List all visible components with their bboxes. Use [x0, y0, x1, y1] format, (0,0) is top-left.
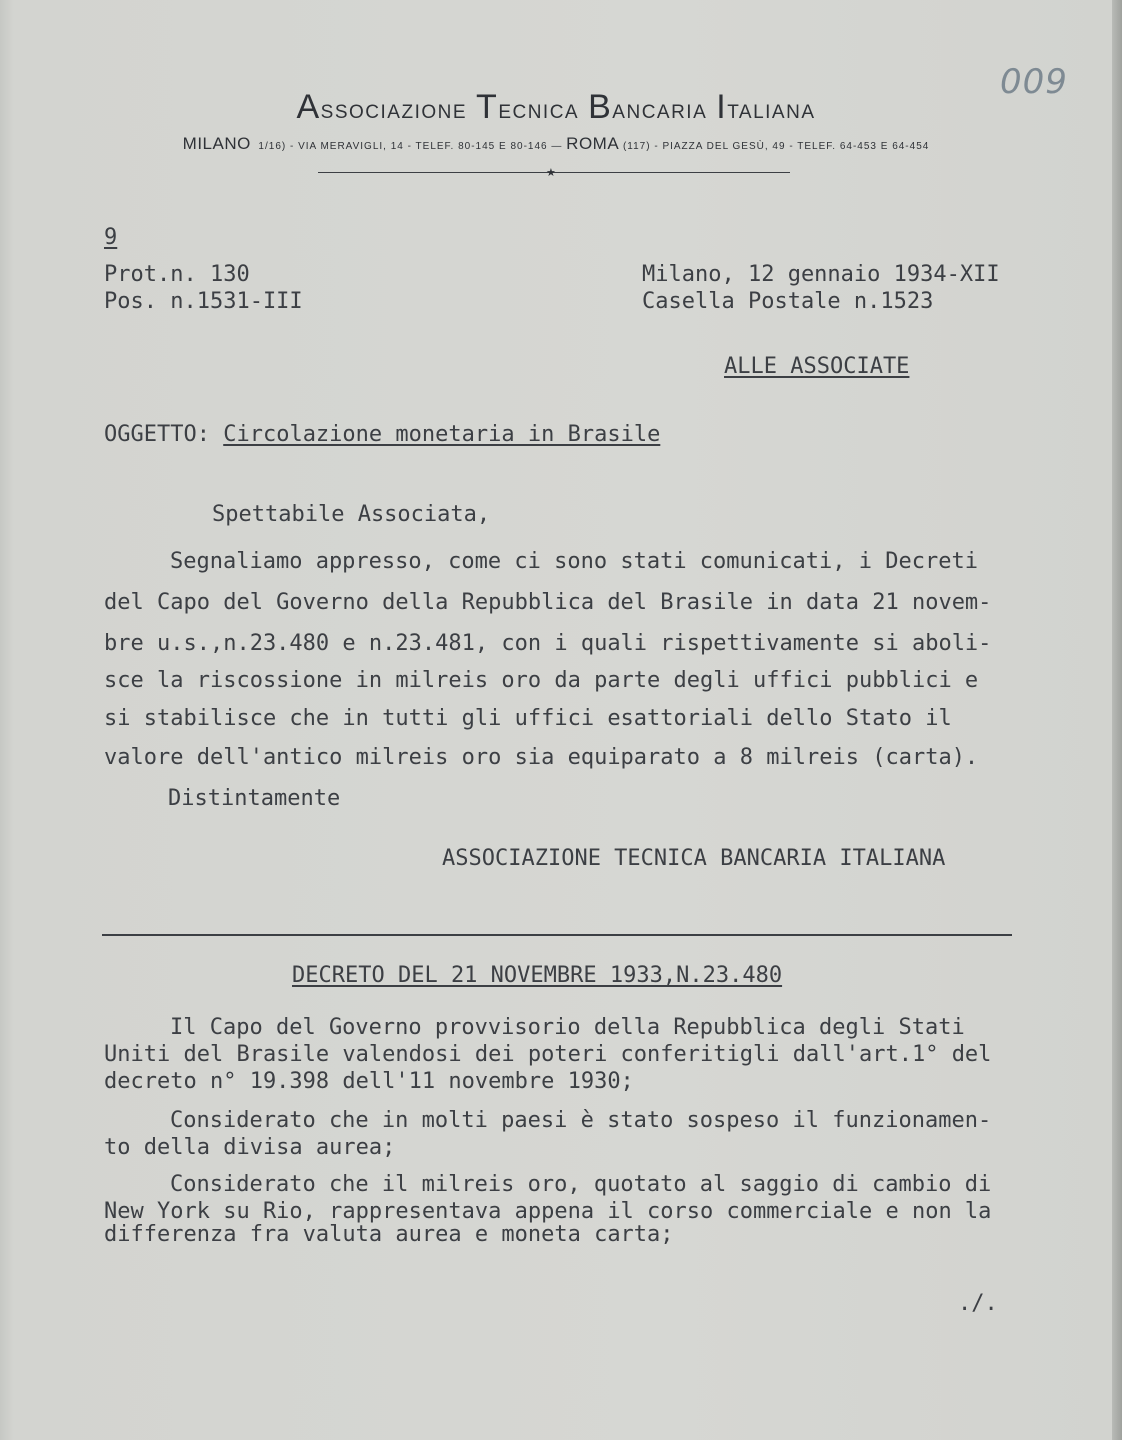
- letterhead-word: Tecnica: [476, 88, 589, 126]
- body-line: Segnaliamo appresso, come ci sono stati comunicati, i Decreti: [170, 549, 978, 574]
- recipient: ALLE ASSOCIATE: [724, 354, 910, 379]
- signature: ASSOCIAZIONE TECNICA BANCARIA ITALIANA: [442, 846, 946, 871]
- letterhead-word: Bancaria: [588, 88, 717, 126]
- decree-line: differenza fra valuta aurea e moneta carta;: [104, 1222, 674, 1247]
- decree-line: to della divisa aurea;: [104, 1135, 396, 1160]
- roma-city: ROMA: [566, 134, 620, 153]
- body-line: sce la riscossione in milreis oro da parte degli uffici pubblici e: [104, 668, 979, 693]
- decree-line: Il Capo del Governo provvisorio della Repubblica degli Stati: [170, 1015, 965, 1040]
- page-number-stamp: 009: [1000, 62, 1068, 102]
- body-line: bre u.s.,n.23.480 e n.23.481, con i quali rispettivamente si aboli-: [104, 631, 992, 656]
- decree-line: Uniti del Brasile valendosi dei poteri conferitigli dall'art.1° del: [104, 1042, 992, 1067]
- body-line: valore dell'antico milreis oro sia equiparato a 8 milreis (carta).: [104, 745, 979, 770]
- body-line: si stabilisce che in tutti gli uffici esattoriali dello Stato il: [104, 706, 952, 731]
- letterhead-title: [0, 88, 1112, 127]
- star-icon: ★: [546, 166, 556, 179]
- place-date: Milano, 12 gennaio 1934-XII: [642, 262, 1000, 287]
- roma-address: (117) - PIAZZA DEL GESÙ, 49 - TELEF. 64-453 E 64-454: [619, 141, 930, 152]
- decree-line: New York su Rio, rappresentava appena il corso commerciale e non la: [104, 1199, 992, 1224]
- page-edge: [1112, 0, 1122, 1440]
- letterhead-address: [0, 134, 1112, 154]
- subject-line: [104, 422, 660, 448]
- subject-text: Circolazione monetaria in Brasile: [223, 422, 661, 447]
- decree-line: Considerato che in molti paesi è stato sospeso il funzionamen-: [170, 1108, 992, 1133]
- letter-number: 9: [104, 225, 118, 250]
- subject-label: OGGETTO:: [104, 422, 210, 447]
- milano-address: 1/16) - VIA MERAVIGLI, 14 - TELEF. 80-145 E 80-146 —: [250, 141, 567, 152]
- decree-title: DECRETO DEL 21 NOVEMBRE 1933,N.23.480: [292, 963, 783, 988]
- body-line: del Capo del Governo della Repubblica del Brasile in data 21 novem-: [104, 590, 992, 615]
- letterhead-word: Italiana: [716, 88, 816, 126]
- salutation: Spettabile Associata,: [212, 502, 491, 527]
- closing: Distintamente: [168, 786, 341, 811]
- continuation-mark: ./.: [958, 1291, 998, 1316]
- milano-city: MILANO: [182, 134, 251, 153]
- decree-line: decreto n° 19.398 dell'11 novembre 1930;: [104, 1069, 634, 1094]
- section-divider: [102, 934, 1012, 936]
- protocol-number: Prot.n. 130: [104, 262, 250, 287]
- decree-line: Considerato che il milreis oro, quotato al saggio di cambio di: [170, 1172, 992, 1197]
- letterhead-word: Associazione: [296, 88, 477, 126]
- position-number: Pos. n.1531-III: [104, 289, 303, 314]
- postal-box: Casella Postale n.1523: [642, 289, 934, 314]
